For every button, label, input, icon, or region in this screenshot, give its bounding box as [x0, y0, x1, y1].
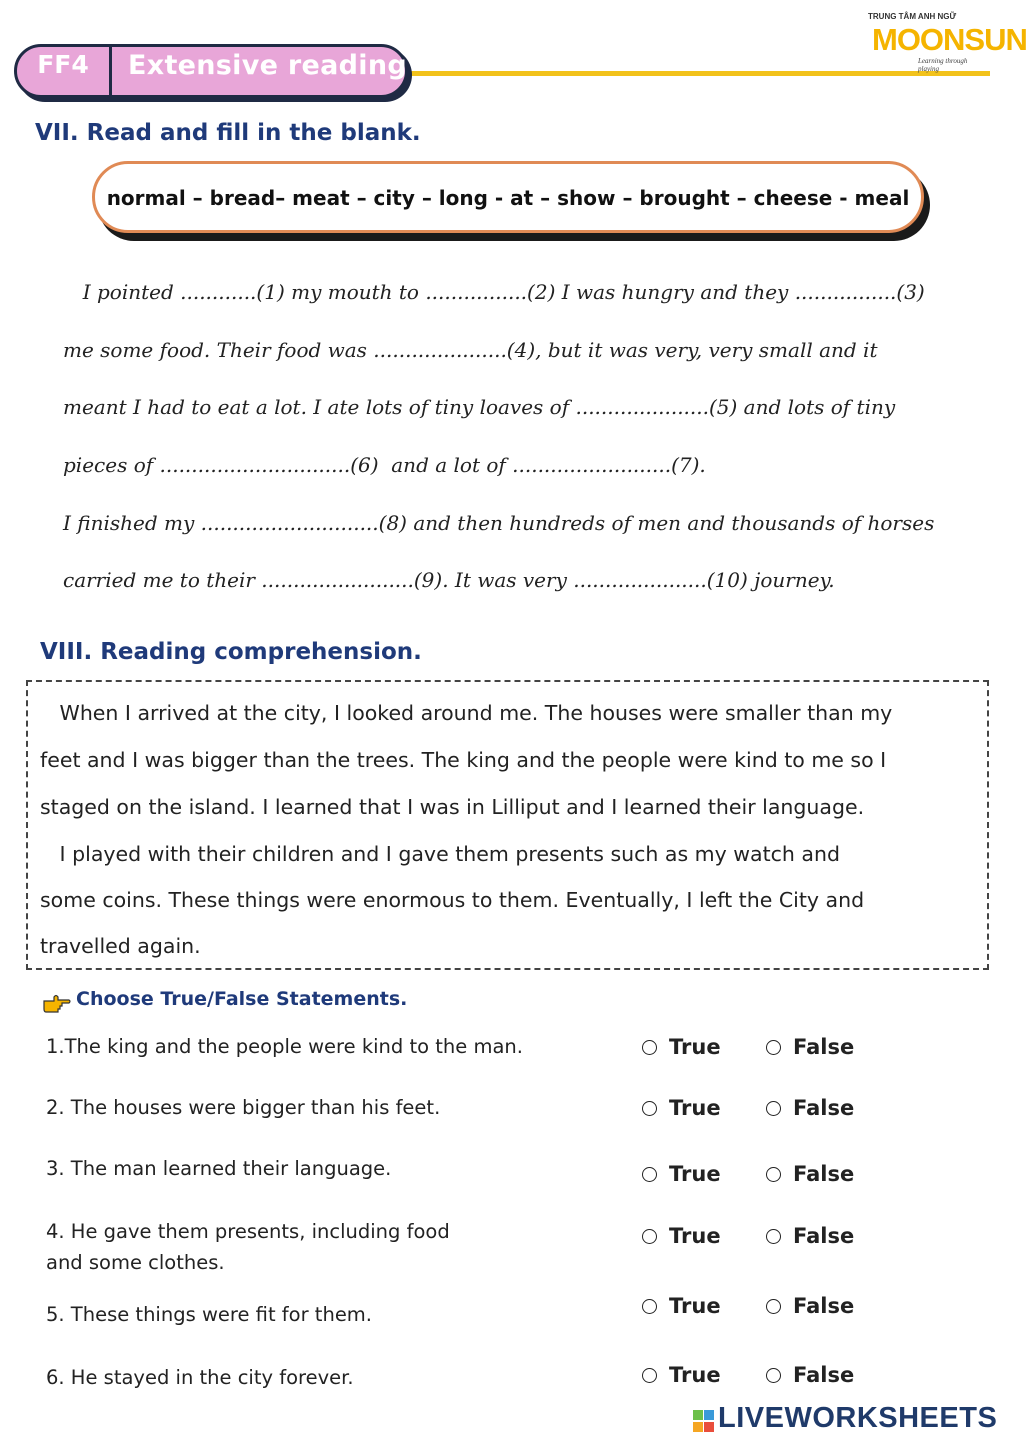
reading-line: staged on the island. I learned that I was in Lilliput and I learned their language.: [40, 795, 865, 819]
question-2: 2. The houses were bigger than his feet.: [46, 1096, 441, 1119]
reading-line: When I arrived at the city, I looked around me. The houses were smaller than my: [40, 701, 893, 725]
q1-false-radio[interactable]: [766, 1040, 781, 1055]
q3-false-radio[interactable]: [766, 1167, 781, 1182]
liveworksheets-brand[interactable]: LIVEWORKSHEETS: [718, 1402, 998, 1434]
logo-tagline: Learning through playing: [918, 57, 968, 73]
moonsun-logo: [868, 10, 1027, 74]
q6-false-radio[interactable]: [766, 1368, 781, 1383]
worksheet-title: Extensive reading: [128, 50, 408, 81]
reading-line: I played with their children and I gave them presents such as my watch and: [40, 842, 840, 866]
q4-false-radio[interactable]: [766, 1229, 781, 1244]
passage-line: me some food. Their food was .....................(4), but it was very, very small and it: [63, 338, 878, 362]
q3-true-radio[interactable]: [642, 1167, 657, 1182]
reading-line: travelled again.: [40, 934, 201, 958]
q2-false-label[interactable]: False: [793, 1096, 855, 1120]
q5-false-label[interactable]: False: [793, 1294, 855, 1318]
q5-false-radio[interactable]: [766, 1299, 781, 1314]
section-7-title: VII. Read and fill in the blank.: [35, 120, 421, 146]
q4-true-radio[interactable]: [642, 1229, 657, 1244]
q6-false-label[interactable]: False: [793, 1363, 855, 1387]
tf-section-title: Choose True/False Statements.: [76, 988, 408, 1010]
pointing-hand-icon: [42, 991, 72, 1013]
q2-false-radio[interactable]: [766, 1101, 781, 1116]
question-5: 5. These things were fit for them.: [46, 1303, 373, 1326]
passage-line: carried me to their ........................(9). It was very .....................(10) journey.: [63, 568, 835, 592]
q6-true-label[interactable]: True: [669, 1363, 721, 1387]
reading-line: some coins. These things were enormous to them. Eventually, I left the City and: [40, 888, 865, 912]
q2-true-label[interactable]: True: [669, 1096, 721, 1120]
logo-top-text: TRUNG TÂM ANH NGỮ: [868, 12, 957, 21]
q1-false-label[interactable]: False: [793, 1035, 855, 1059]
word-bank-text: normal – bread– meat – city – long - at – show – brought – cheese - meal: [106, 186, 910, 210]
q1-true-label[interactable]: True: [669, 1035, 721, 1059]
question-4: 4. He gave them presents, including food: [46, 1220, 450, 1243]
liveworksheets-logo-icon: [692, 1408, 716, 1436]
reading-line: feet and I was bigger than the trees. The king and the people were kind to me so I: [40, 748, 887, 772]
q4-false-label[interactable]: False: [793, 1224, 855, 1248]
q5-true-radio[interactable]: [642, 1299, 657, 1314]
worksheet-code: FF4: [37, 50, 89, 79]
logo-word: MOONSUN: [872, 22, 1027, 57]
q1-true-radio[interactable]: [642, 1040, 657, 1055]
passage-line: I pointed ............(1) my mouth to ................(2) I was hungry and they ................(3): [70, 280, 925, 304]
question-6: 6. He stayed in the city forever.: [46, 1366, 354, 1389]
q2-true-radio[interactable]: [642, 1101, 657, 1116]
q5-true-label[interactable]: True: [669, 1294, 721, 1318]
q6-true-radio[interactable]: [642, 1368, 657, 1383]
passage-line: I finished my ............................(8) and then hundreds of men and thousands of horses: [63, 511, 935, 535]
passage-line: pieces of ..............................(6) and a lot of .........................(7).: [63, 453, 706, 477]
section-8-title: VIII. Reading comprehension.: [40, 639, 422, 665]
question-4-cont: and some clothes.: [46, 1251, 225, 1274]
question-1: 1.The king and the people were kind to the man.: [46, 1035, 523, 1058]
q3-false-label[interactable]: False: [793, 1162, 855, 1186]
q3-true-label[interactable]: True: [669, 1162, 721, 1186]
passage-line: meant I had to eat a lot. I ate lots of tiny loaves of .....................(5) and lots of tiny: [63, 395, 896, 419]
q4-true-label[interactable]: True: [669, 1224, 721, 1248]
question-3: 3. The man learned their language.: [46, 1157, 392, 1180]
